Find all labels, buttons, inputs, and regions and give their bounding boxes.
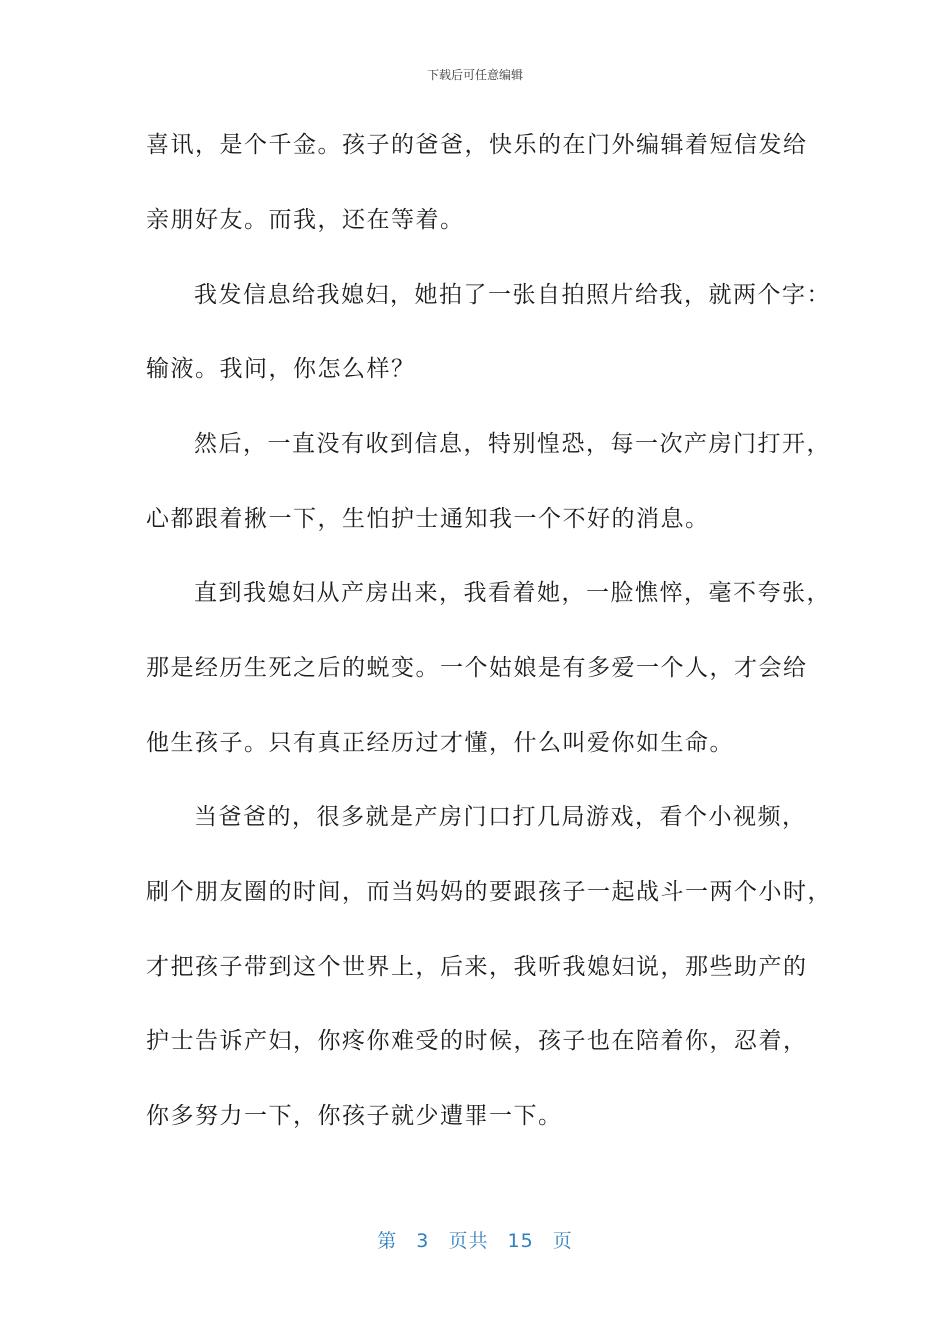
text-line: 刷个朋友圈的时间，而当妈妈的要跟孩子一起战斗一两个小时， [146,879,832,905]
text-line: 喜讯，是个千金。孩子的爸爸，快乐的在门外编辑着短信发给 [146,132,808,158]
page-header-note: 下载后可任意编辑 [426,68,523,82]
text-line: 你多努力一下，你孩子就少遭罪一下。 [146,1103,563,1129]
footer-current-page: 3 [416,1230,430,1252]
paragraph-first-line: 当爸爸的，很多就是产房门口打几局游戏，看个小视频， [194,804,807,830]
footer-middle: 页共 [448,1230,489,1252]
paragraph-first-line: 直到我媳妇从产房出来，我看着她，一脸憔悴，毫不夸张， [194,580,831,606]
page-number-footer [0,1226,950,1253]
paragraph-first-line: 然后，一直没有收到信息，特别惶恐，每一次产房门打开， [194,431,831,457]
text-line: 亲朋好友。而我，还在等着。 [146,207,465,233]
text-line: 心都跟着揪一下，生怕护士通知我一个不好的消息。 [146,506,710,532]
paragraph-first-line: 我发信息给我媳妇，她拍了一张自拍照片给我，就两个字： [194,282,831,308]
footer-suffix: 页 [552,1230,573,1252]
text-line: 那是经历生死之后的蜕变。一个姑娘是有多爱一个人，才会给 [146,655,808,681]
text-line: 才把孩子带到这个世界上，后来，我听我媳妇说，那些助产的 [146,954,808,980]
text-line: 他生孩子。只有真正经历过才懂，什么叫爱你如生命。 [146,730,734,756]
text-line: 护士告诉产妇，你疼你难受的时候，孩子也在陪着你，忍着， [146,1028,808,1054]
footer-total-pages: 15 [507,1230,534,1252]
footer-prefix: 第 [377,1230,398,1252]
text-line: 输液。我问，你怎么样？ [146,356,416,382]
